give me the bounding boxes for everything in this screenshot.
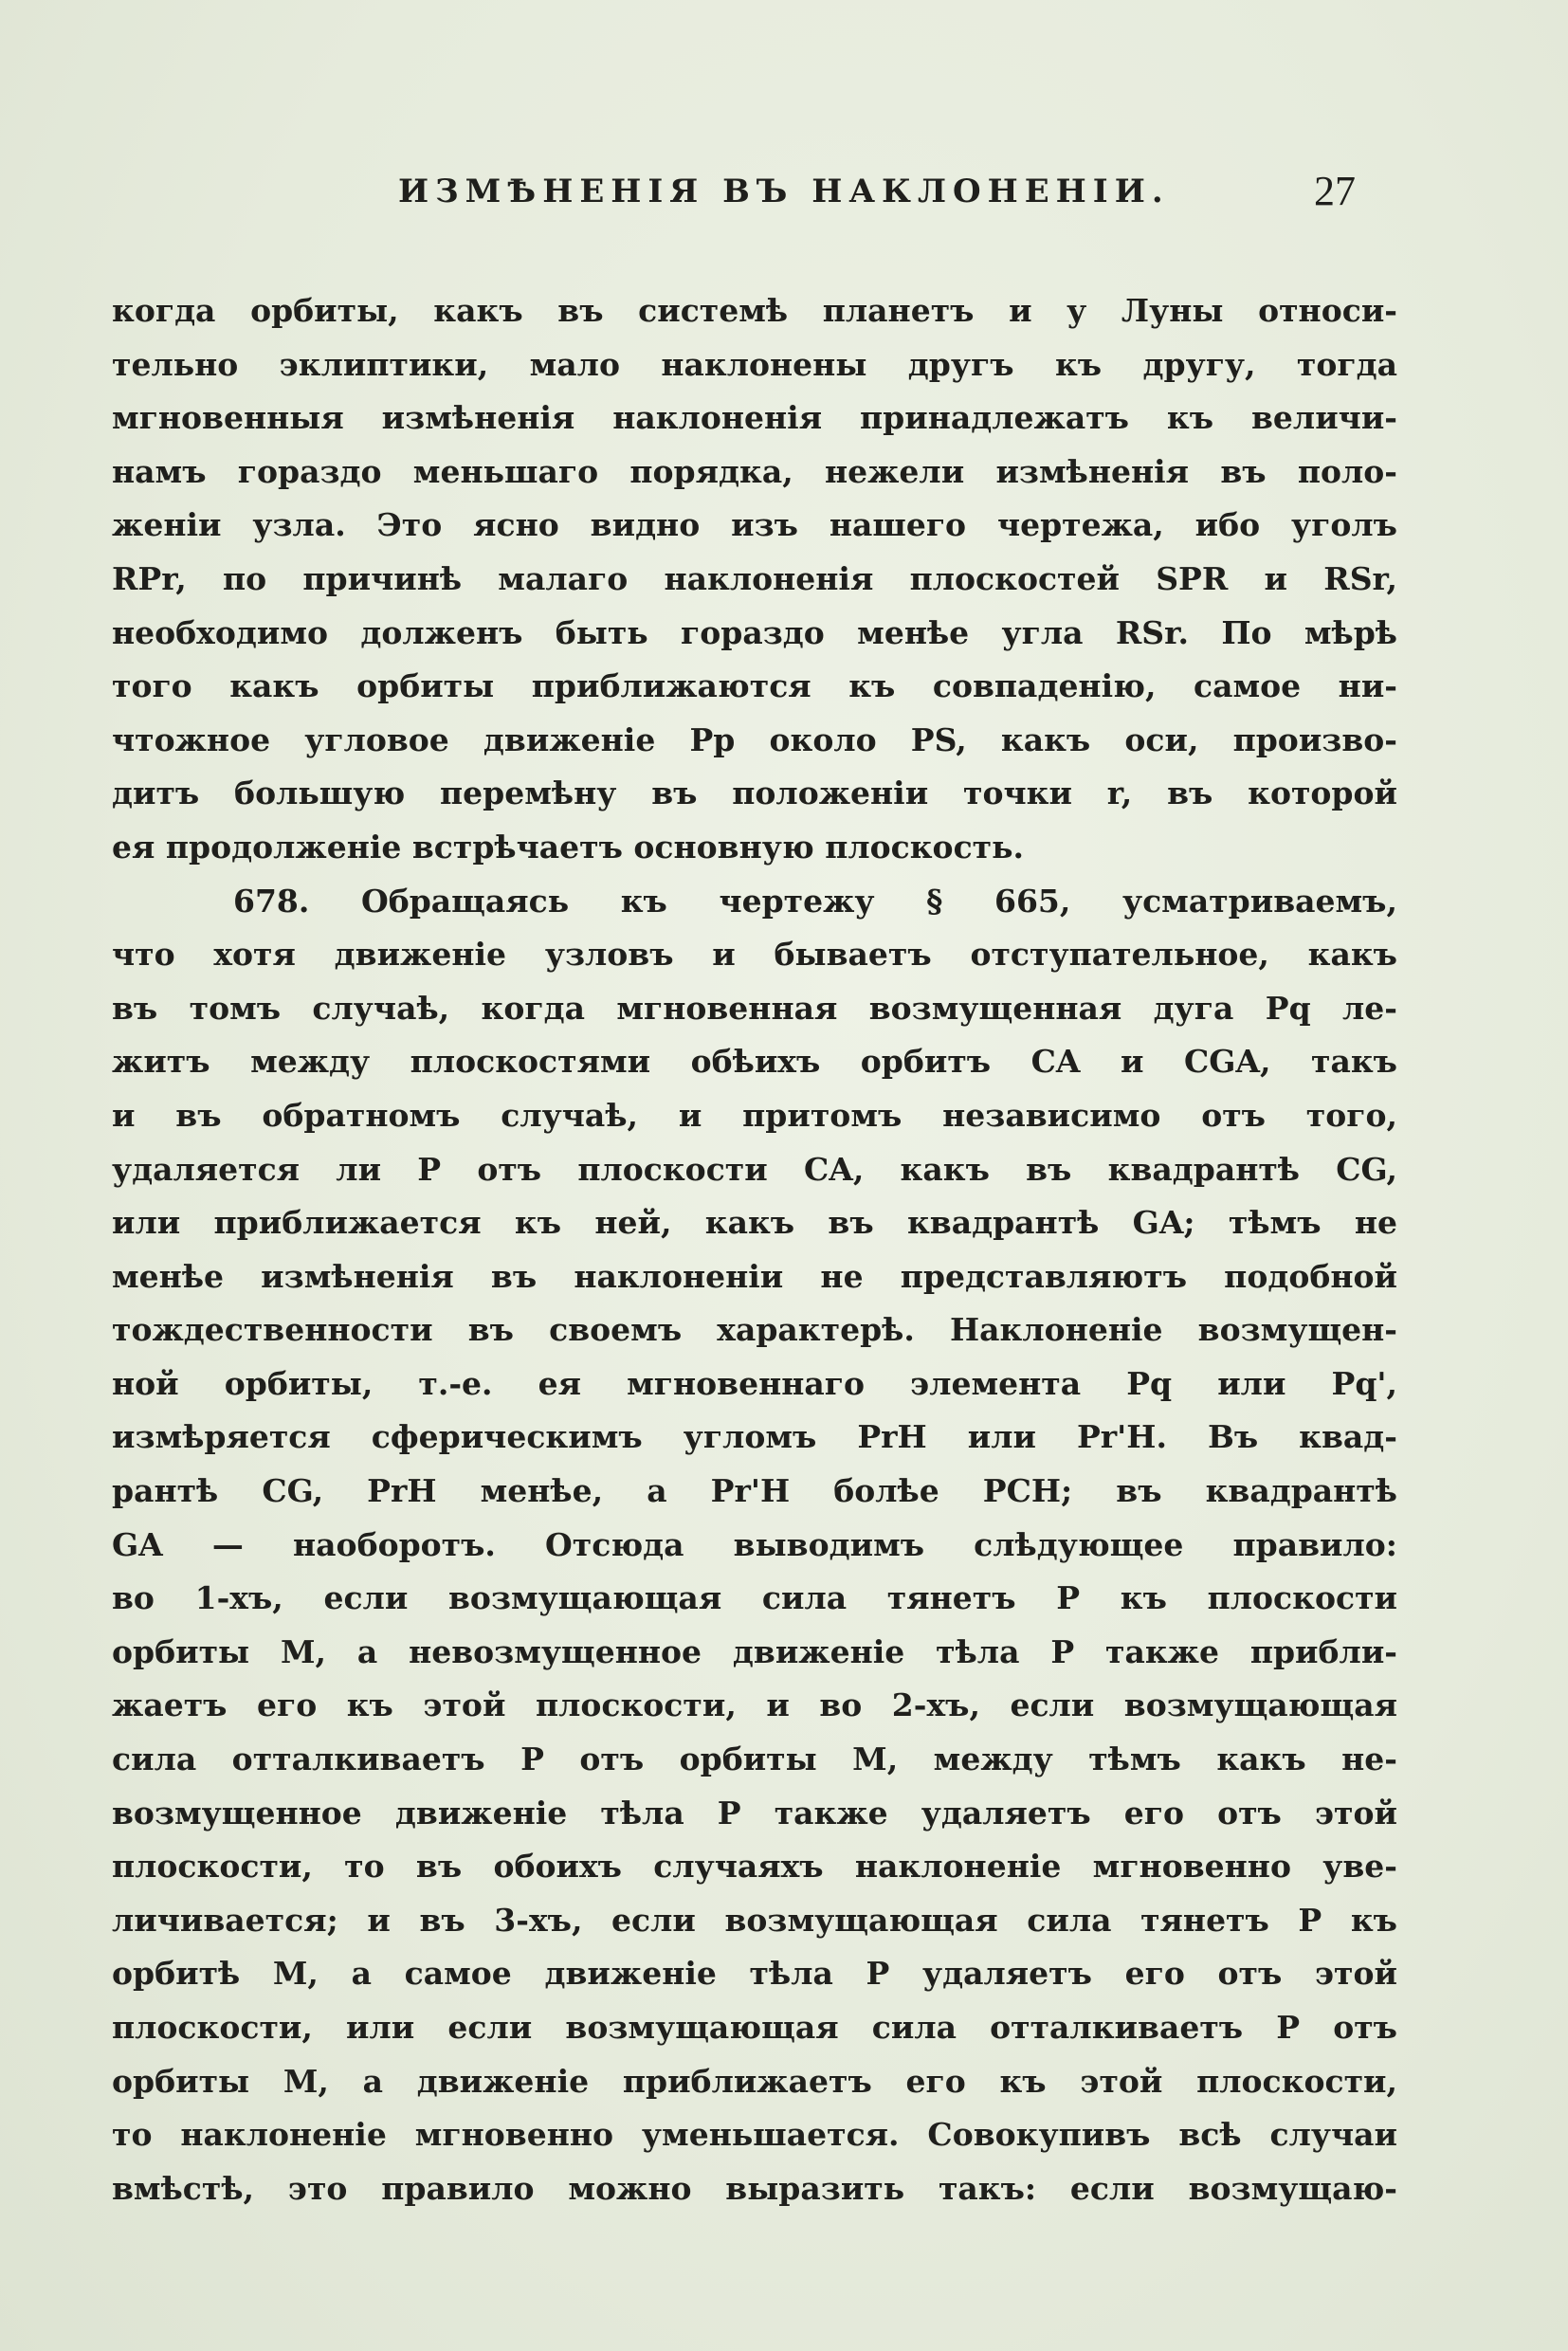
- text-line: или приближается къ ней, какъ въ квадрантѣ GA; тѣмъ не: [112, 1204, 1397, 1242]
- text-line: то наклоненіе мгновенно уменьшается. Совокупивъ всѣ случаи: [112, 2116, 1397, 2154]
- section-678-start-line: 678. Обращаясь къ чертежу § 665, усматриваемъ,: [233, 882, 1397, 920]
- text-line: женіи узла. Это ясно видно изъ нашего чертежа, ибо уголъ: [112, 506, 1397, 544]
- text-line: орбиты M, а движеніе приближаетъ его къ этой плоскости,: [112, 2062, 1397, 2100]
- text-line: ея продолженіе встрѣчаетъ основную плоскость.: [112, 828, 1024, 866]
- text-line: того какъ орбиты приближаются къ совпаденію, самое ни-: [112, 667, 1397, 705]
- text-line: плоскости, или если возмущающая сила отталкиваетъ P отъ: [112, 2009, 1397, 2046]
- text-line: и въ обратномъ случаѣ, и притомъ независимо отъ того,: [112, 1096, 1397, 1134]
- text-line: тождественности въ своемъ характерѣ. Наклоненіе возмущен-: [112, 1311, 1397, 1349]
- text-line: жаетъ его къ этой плоскости, и во 2-хъ, если возмущающая: [112, 1686, 1397, 1724]
- text-line: дитъ большую перемѣну въ положеніи точки r, въ которой: [112, 775, 1397, 812]
- text-line: измѣряется сферическимъ угломъ PrH или Pr'H. Въ квад-: [112, 1418, 1397, 1456]
- page-number: 27: [1314, 168, 1356, 214]
- text-line: сила отталкиваетъ P отъ орбиты M, между тѣмъ какъ не-: [112, 1740, 1397, 1778]
- text-line: намъ гораздо меньшаго порядка, нежели измѣненія въ поло-: [112, 452, 1397, 490]
- running-head: ИЗМѢНЕНІЯ ВЪ НАКЛОНЕНІИ.: [398, 173, 1170, 210]
- page-header: [114, 168, 1356, 229]
- text-line: тельно эклиптики, мало наклонены другъ къ другу, тогда: [112, 345, 1397, 383]
- text-line: GA — наоборотъ. Отсюда выводимъ слѣдующее правило:: [112, 1525, 1397, 1563]
- text-line: RPr, по причинѣ малаго наклоненія плоскостей SPR и RSr,: [112, 559, 1397, 597]
- text-line: плоскости, то въ обоихъ случаяхъ наклоненіе мгновенно уве-: [112, 1848, 1397, 1886]
- text-line: возмущенное движеніе тѣла P также удаляетъ его отъ этой: [112, 1794, 1397, 1832]
- text-line: менѣе измѣненія въ наклоненіи не представляютъ подобной: [112, 1257, 1397, 1295]
- text-line: орбиты M, а невозмущенное движеніе тѣла P также прибли-: [112, 1632, 1397, 1670]
- text-line: мгновенныя измѣненія наклоненія принадлежатъ къ величи-: [112, 399, 1397, 437]
- text-line: вмѣстѣ, это правило можно выразить такъ: если возмущаю-: [112, 2169, 1397, 2207]
- text-line: во 1-хъ, если возмущающая сила тянетъ P къ плоскости: [112, 1579, 1397, 1617]
- text-line: когда орбиты, какъ въ системѣ планетъ и у Луны относи-: [112, 292, 1397, 329]
- body-text: [112, 284, 1397, 2215]
- text-line: чтожное угловое движеніе Pp около PS, какъ оси, произво-: [112, 720, 1397, 758]
- text-line: житъ между плоскостями обѣихъ орбитъ CA и CGA, такъ: [112, 1043, 1397, 1081]
- text-line: въ томъ случаѣ, когда мгновенная возмущенная дуга Pq ле-: [112, 989, 1397, 1027]
- text-line: удаляется ли P отъ плоскости CA, какъ въ квадрантѣ CG,: [112, 1150, 1397, 1188]
- text-line: личивается; и въ 3-хъ, если возмущающая сила тянетъ P къ: [112, 1901, 1397, 1939]
- text-line: рантѣ CG, PrH менѣе, а Pr'H болѣе PCH; въ квадрантѣ: [112, 1472, 1397, 1510]
- text-line: ной орбиты, т.-е. ея мгновеннаго элемента Pq или Pq',: [112, 1364, 1397, 1402]
- text-line: необходимо долженъ быть гораздо менѣе угла RSr. По мѣрѣ: [112, 613, 1397, 651]
- text-line: орбитѣ M, а самое движеніе тѣла P удаляетъ его отъ этой: [112, 1955, 1397, 1993]
- text-line: что хотя движеніе узловъ и бываетъ отступательное, какъ: [112, 936, 1397, 974]
